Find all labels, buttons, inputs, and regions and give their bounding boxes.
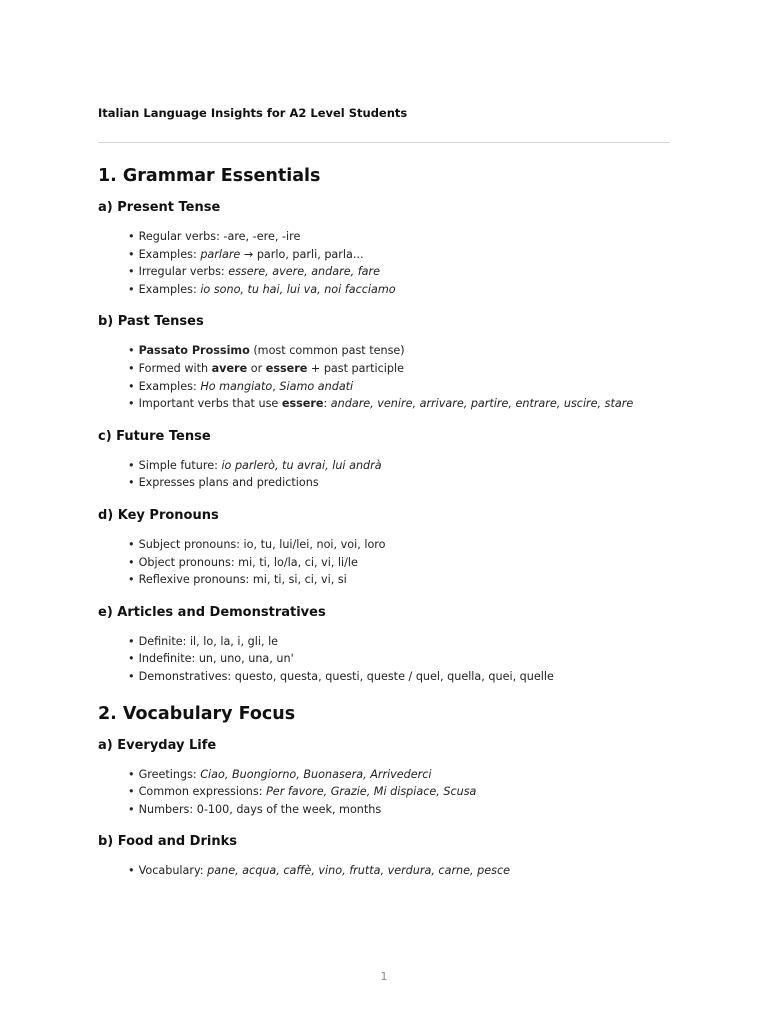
list-item-text: Demonstratives: questo, questa, questi, queste / quel, quella, quei, quelle: [138, 669, 554, 683]
list-item-text: Formed with: [138, 361, 212, 375]
bullet-icon: •: [128, 785, 135, 799]
list-item: [128, 554, 678, 572]
section-heading: 2. Vocabulary Focus: [98, 703, 296, 724]
list-item-text: Examples:: [138, 379, 201, 393]
bullet-icon: •: [128, 573, 135, 587]
bullet-icon: •: [128, 397, 135, 411]
list-item: [128, 342, 678, 360]
section-heading: 1. Grammar Essentials: [98, 166, 321, 186]
bullet-icon: •: [128, 476, 135, 490]
italic-text: essere, avere, andare, fare: [228, 265, 380, 279]
list-item-text: Simple future:: [138, 458, 222, 472]
bullet-icon: •: [128, 767, 135, 781]
bullet-list: [98, 536, 678, 589]
document-body: [98, 160, 678, 892]
bullet-list: [98, 228, 678, 298]
bold-text: Passato Prossimo: [138, 344, 250, 358]
italic-text: io parlerò, tu avrai, lui andrà: [221, 458, 382, 472]
list-item: [128, 228, 678, 246]
list-item-text: Object pronouns: mi, ti, lo/la, ci, vi, li/le: [138, 555, 358, 569]
bullet-list: [98, 862, 678, 880]
italic-text: Per favore, Grazie, Mi dispiace, Scusa: [266, 785, 477, 799]
section: [98, 160, 678, 686]
list-item: [128, 668, 678, 686]
bullet-icon: •: [128, 634, 135, 648]
bullet-icon: •: [128, 864, 135, 878]
list-item: [128, 571, 678, 589]
bullet-list: [98, 633, 678, 686]
subsection-heading: a) Present Tense: [98, 200, 221, 215]
italic-text: Siamo andati: [279, 379, 354, 393]
subsection-heading: b) Food and Drinks: [98, 834, 237, 850]
subsection-heading: e) Articles and Demonstratives: [98, 604, 326, 620]
list-item-text: Irregular verbs:: [138, 265, 229, 279]
list-item: [128, 360, 678, 378]
subsection-heading: a) Everyday Life: [98, 737, 217, 753]
list-item: [128, 474, 678, 492]
list-item: [128, 783, 678, 801]
subsection-heading: b) Past Tenses: [98, 314, 204, 330]
page-number: 1: [380, 970, 388, 983]
bullet-icon: •: [128, 282, 135, 296]
list-item-text: Subject pronouns: io, tu, lui/lei, noi, voi, loro: [138, 537, 386, 551]
bullet-icon: •: [128, 247, 135, 261]
list-item: [128, 801, 678, 819]
bullet-icon: •: [128, 230, 135, 243]
list-item-text: Regular verbs: -are, -ere, -ire: [138, 230, 301, 243]
bullet-icon: •: [128, 802, 135, 816]
list-item-text: Greetings:: [138, 767, 201, 781]
list-item: [128, 395, 678, 413]
list-item: [128, 281, 678, 299]
bullet-icon: •: [128, 537, 135, 551]
bullet-icon: •: [128, 458, 135, 472]
italic-text: io sono, tu hai, lui va, noi facciamo: [200, 282, 396, 296]
list-item-text: Examples:: [138, 247, 201, 261]
list-item-text: Expresses plans and predictions: [138, 476, 319, 490]
list-item: [128, 862, 678, 880]
list-item-text: Reflexive pronouns: mi, ti, si, ci, vi, si: [138, 573, 347, 587]
bold-text: avere: [211, 361, 248, 375]
bullet-list: [98, 457, 678, 492]
italic-text: pane, acqua, caffè, vino, frutta, verdura, carne, pesce: [207, 864, 510, 878]
bullet-icon: •: [128, 361, 135, 375]
bullet-list: [98, 342, 678, 412]
bullet-list: [98, 766, 678, 819]
bullet-icon: •: [128, 669, 135, 683]
title-divider: [98, 142, 670, 143]
section: [98, 698, 678, 880]
list-item-text: Examples:: [138, 282, 201, 296]
italic-text: Ciao, Buongiorno, Buonasera, Arrivederci: [200, 767, 432, 781]
list-item: [128, 536, 678, 554]
list-item: [128, 650, 678, 668]
list-item: [128, 457, 678, 475]
list-item-text: Definite: il, lo, la, i, gli, le: [138, 634, 279, 648]
list-item: [128, 263, 678, 281]
bullet-icon: •: [128, 652, 135, 666]
bold-text: essere: [265, 361, 308, 375]
list-item: [128, 633, 678, 651]
bullet-icon: •: [128, 379, 135, 393]
document-title: Italian Language Insights for A2 Level Students: [98, 106, 408, 120]
list-item-text: or: [247, 361, 266, 375]
list-item-text: ,: [272, 379, 280, 393]
list-item-text: Indefinite: un, uno, una, un': [138, 652, 294, 666]
italic-text: andare, venire, arrivare, partire, entrare, uscire, stare: [330, 397, 634, 411]
list-item-text: (most common past tense): [249, 344, 405, 358]
bullet-icon: •: [128, 344, 135, 358]
list-item-text: → parlo, parli, parla...: [240, 247, 364, 261]
list-item-text: Numbers: 0-100, days of the week, months: [138, 802, 382, 816]
italic-text: Ho mangiato: [200, 379, 273, 393]
subsection-heading: d) Key Pronouns: [98, 507, 219, 523]
bold-text: essere: [281, 397, 324, 411]
italic-text: parlare: [200, 247, 241, 261]
subsection-heading: c) Future Tense: [98, 428, 211, 444]
list-item-text: Common expressions:: [138, 785, 267, 799]
bullet-icon: •: [128, 265, 135, 279]
list-item-text: Important verbs that use: [138, 397, 282, 411]
list-item: [128, 378, 678, 396]
list-item-text: :: [323, 397, 331, 411]
bullet-icon: •: [128, 555, 135, 569]
list-item: [128, 246, 678, 264]
list-item-text: + past participle: [307, 361, 404, 375]
list-item: [128, 766, 678, 784]
list-item-text: Vocabulary:: [138, 864, 208, 878]
